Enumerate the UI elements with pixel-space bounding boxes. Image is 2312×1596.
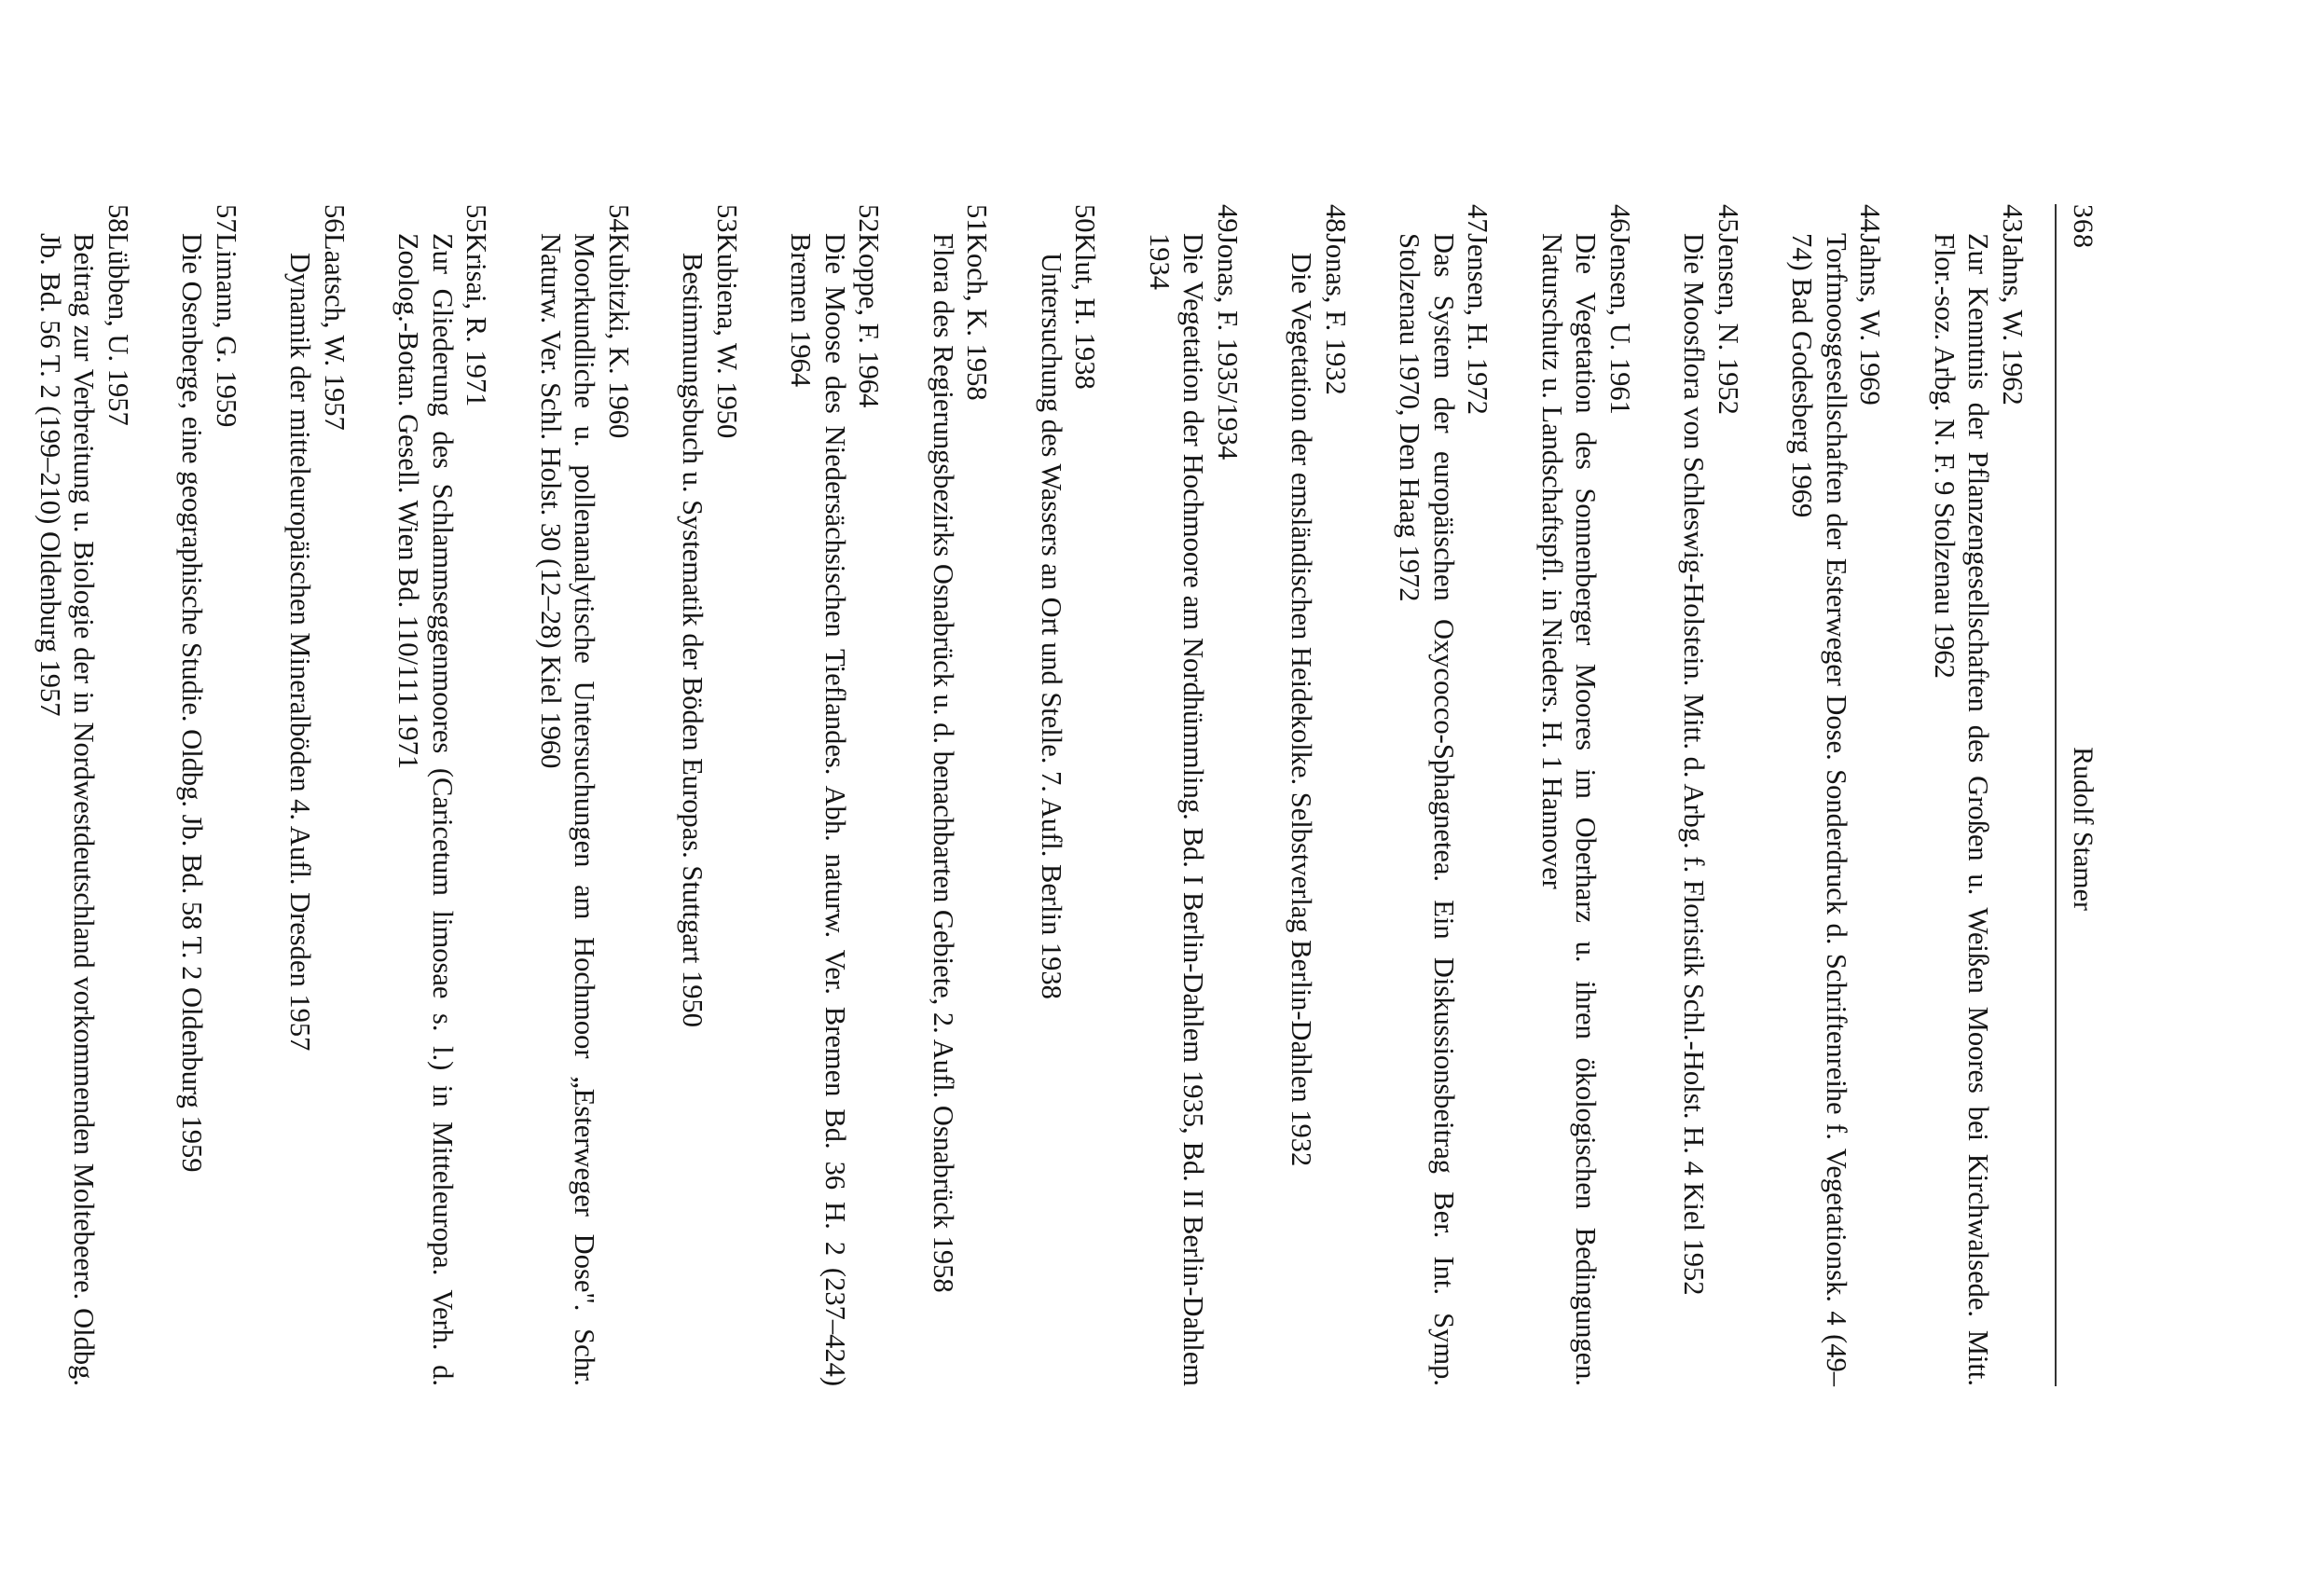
reference-author-year: Jensen, U. 1961 [1604, 233, 1636, 415]
reference-text: Zur Gliederung des Schlammseggenmoores (Caricetum limosae s. l.) in Mitteleuropa. Verh. d. Zoolog.-Botan. Gesell. Wien Bd. 110/111 1971 [392, 233, 459, 1386]
reference-text: Die Vegetation der Hochmoore am Nordhümmling. Bd. I Berlin-Dahlem 1935, Bd. II Berlin-Dahlem 1934 [1144, 233, 1210, 1386]
reference-number: 46 [1604, 204, 1636, 233]
reference-list [0, 204, 2030, 1386]
running-head: Rudolf Stamer [2068, 747, 2099, 911]
reference-author-year: Jonas, F. 1932 [1320, 233, 1352, 395]
reference-entry [1928, 204, 2030, 1386]
reference-number: 45 [1713, 204, 1744, 233]
reference-author-year: Krisai, R. 1971 [461, 233, 493, 407]
reference-entry [1785, 204, 1888, 1386]
reference-author-year: Klut, H. 1938 [1069, 233, 1102, 390]
reference-author-year: Koch, K. 1958 [961, 233, 994, 401]
reference-text: Das System der europäischen Oxycocco-Sphagnetea. Ein Diskussionsbeitrag Ber. Int. Symp. Stolzenau 1970, Den Haag 1972 [1394, 233, 1460, 1386]
reference-entry [1035, 204, 1103, 1386]
reference-author-year: Jensen, H. 1972 [1462, 233, 1494, 415]
reference-entry [1393, 204, 1495, 1386]
reference-text: Die Vegetation des Sonnenberger Moores im Oberharz u. ihren ökologischen Bedingungen. Naturschutz u. Landschaftspfl. in Nieders. H. 1 Hannover [1536, 233, 1603, 1386]
reference-entry [1535, 204, 1638, 1386]
reference-number: 43 [1997, 204, 2029, 233]
reference-text: Flora des Regierungsbezirks Osnabrück u. d. benachbarten Gebiete, 2. Aufl. Osnabrück 1958 [928, 233, 959, 1293]
reference-text: Untersuchung des Wassers an Ort und Stelle. 7. Aufl. Berlin 1938 [1036, 253, 1067, 999]
reference-text: Moorkundliche u. pollenanalytische Untersuchungen am Hochmoor „Esterweger Dose". Schr. Naturw. Ver. Schl. Holst. 30 (12–28) Kiel 1960 [535, 233, 601, 1386]
reference-author-year: Lübben, U. 1957 [103, 233, 134, 426]
reference-author-year: Jonas, F. 1935/1934 [1212, 233, 1244, 461]
reference-text: Torfmoosgesellschaften der Esterweger Dose. Sonderdruck d. Schriftenreihe f. Vegetationsk. 4 (49–74) Bad Godesberg 1969 [1786, 233, 1852, 1386]
reference-number: 48 [1320, 204, 1352, 233]
reference-number: 52 [853, 204, 886, 233]
reference-author-year: Kubiena, W. 1950 [711, 233, 743, 439]
reference-number: 58 [103, 204, 134, 233]
reference-text: Dynamik der mitteleuropäischen Mineralböden 4. Aufl. Dresden 1957 [284, 253, 317, 1052]
reference-entry [534, 204, 637, 1386]
reference-entry [784, 204, 887, 1386]
reference-number: 57 [211, 204, 242, 233]
reference-number: 49 [1212, 204, 1244, 233]
reference-author-year: Laatsch, W. 1957 [319, 233, 351, 431]
reference-author-year: Jahns, W. 1962 [1997, 233, 2029, 406]
reference-author-year: Kubitzki, K. 1960 [603, 233, 635, 439]
reference-author-year: Jensen, N. 1952 [1713, 233, 1744, 415]
reference-entry [1285, 204, 1353, 1386]
reference-author-year: Koppe, F. 1964 [853, 233, 886, 408]
reference-text: Die Moose des Niedersächsischen Tieflandes. Abh. naturw. Ver. Bremen Bd. 36 H. 2 (237–424) Bremen 1964 [785, 233, 851, 1386]
reference-text: Beitrag zur Verbreitung u. Biologie der in Nordwestdeutschland vorkommenden Moltebeere. Oldbg. Jb. Bd. 56 T. 2 (199–210) Oldenburg 1957 [34, 233, 101, 1386]
reference-number: 53 [711, 204, 743, 233]
reference-text: Die Moosflora von Schleswig-Holstein. Mitt. d. Arbg. f. Floristik Schl.-Holst. H. 4 Kiel 1952 [1678, 233, 1711, 1296]
reference-entry [34, 204, 136, 1386]
reference-number: 51 [961, 204, 994, 233]
reference-number: 55 [461, 204, 493, 233]
reference-author-year: Limann, G. 1959 [211, 233, 242, 428]
reference-author-year: Jahns, W. 1969 [1854, 233, 1887, 406]
reference-number: 54 [603, 204, 635, 233]
reference-text: Die Vegetation der emsländischen Heidekolke. Selbstverlag Berlin-Dahlen 1932 [1286, 253, 1318, 1167]
page-number: 368 [2068, 204, 2099, 249]
reference-entry [392, 204, 494, 1386]
reference-text: Zur Kenntnis der Pflanzengesellschaften des Großen u. Weißen Moores bei Kirchwalsede. Mitt. Flor.-soz. Arbg. N. F. 9 Stolzenau 1962 [1929, 233, 1995, 1386]
reference-entry [1143, 204, 1245, 1386]
reference-entry [676, 204, 744, 1386]
reference-entry [283, 204, 351, 1386]
reference-number: 44 [1854, 204, 1887, 233]
reference-text: Die Osenberge, eine geographische Studie. Oldbg. Jb. Bd. 58 T. 2 Oldenburg 1959 [176, 233, 209, 1173]
reference-text: Bestimmungsbuch u. Systematik der Böden Europas. Stuttgart 1950 [677, 253, 709, 1028]
reference-entry [1677, 204, 1745, 1386]
reference-number: 56 [319, 204, 351, 233]
reference-entry [927, 204, 995, 1386]
reference-entry [175, 204, 243, 1386]
reference-number: 47 [1462, 204, 1494, 233]
header-rule [2055, 204, 2057, 1386]
reference-number: 50 [1069, 204, 1102, 233]
page-header [2060, 204, 2312, 1386]
